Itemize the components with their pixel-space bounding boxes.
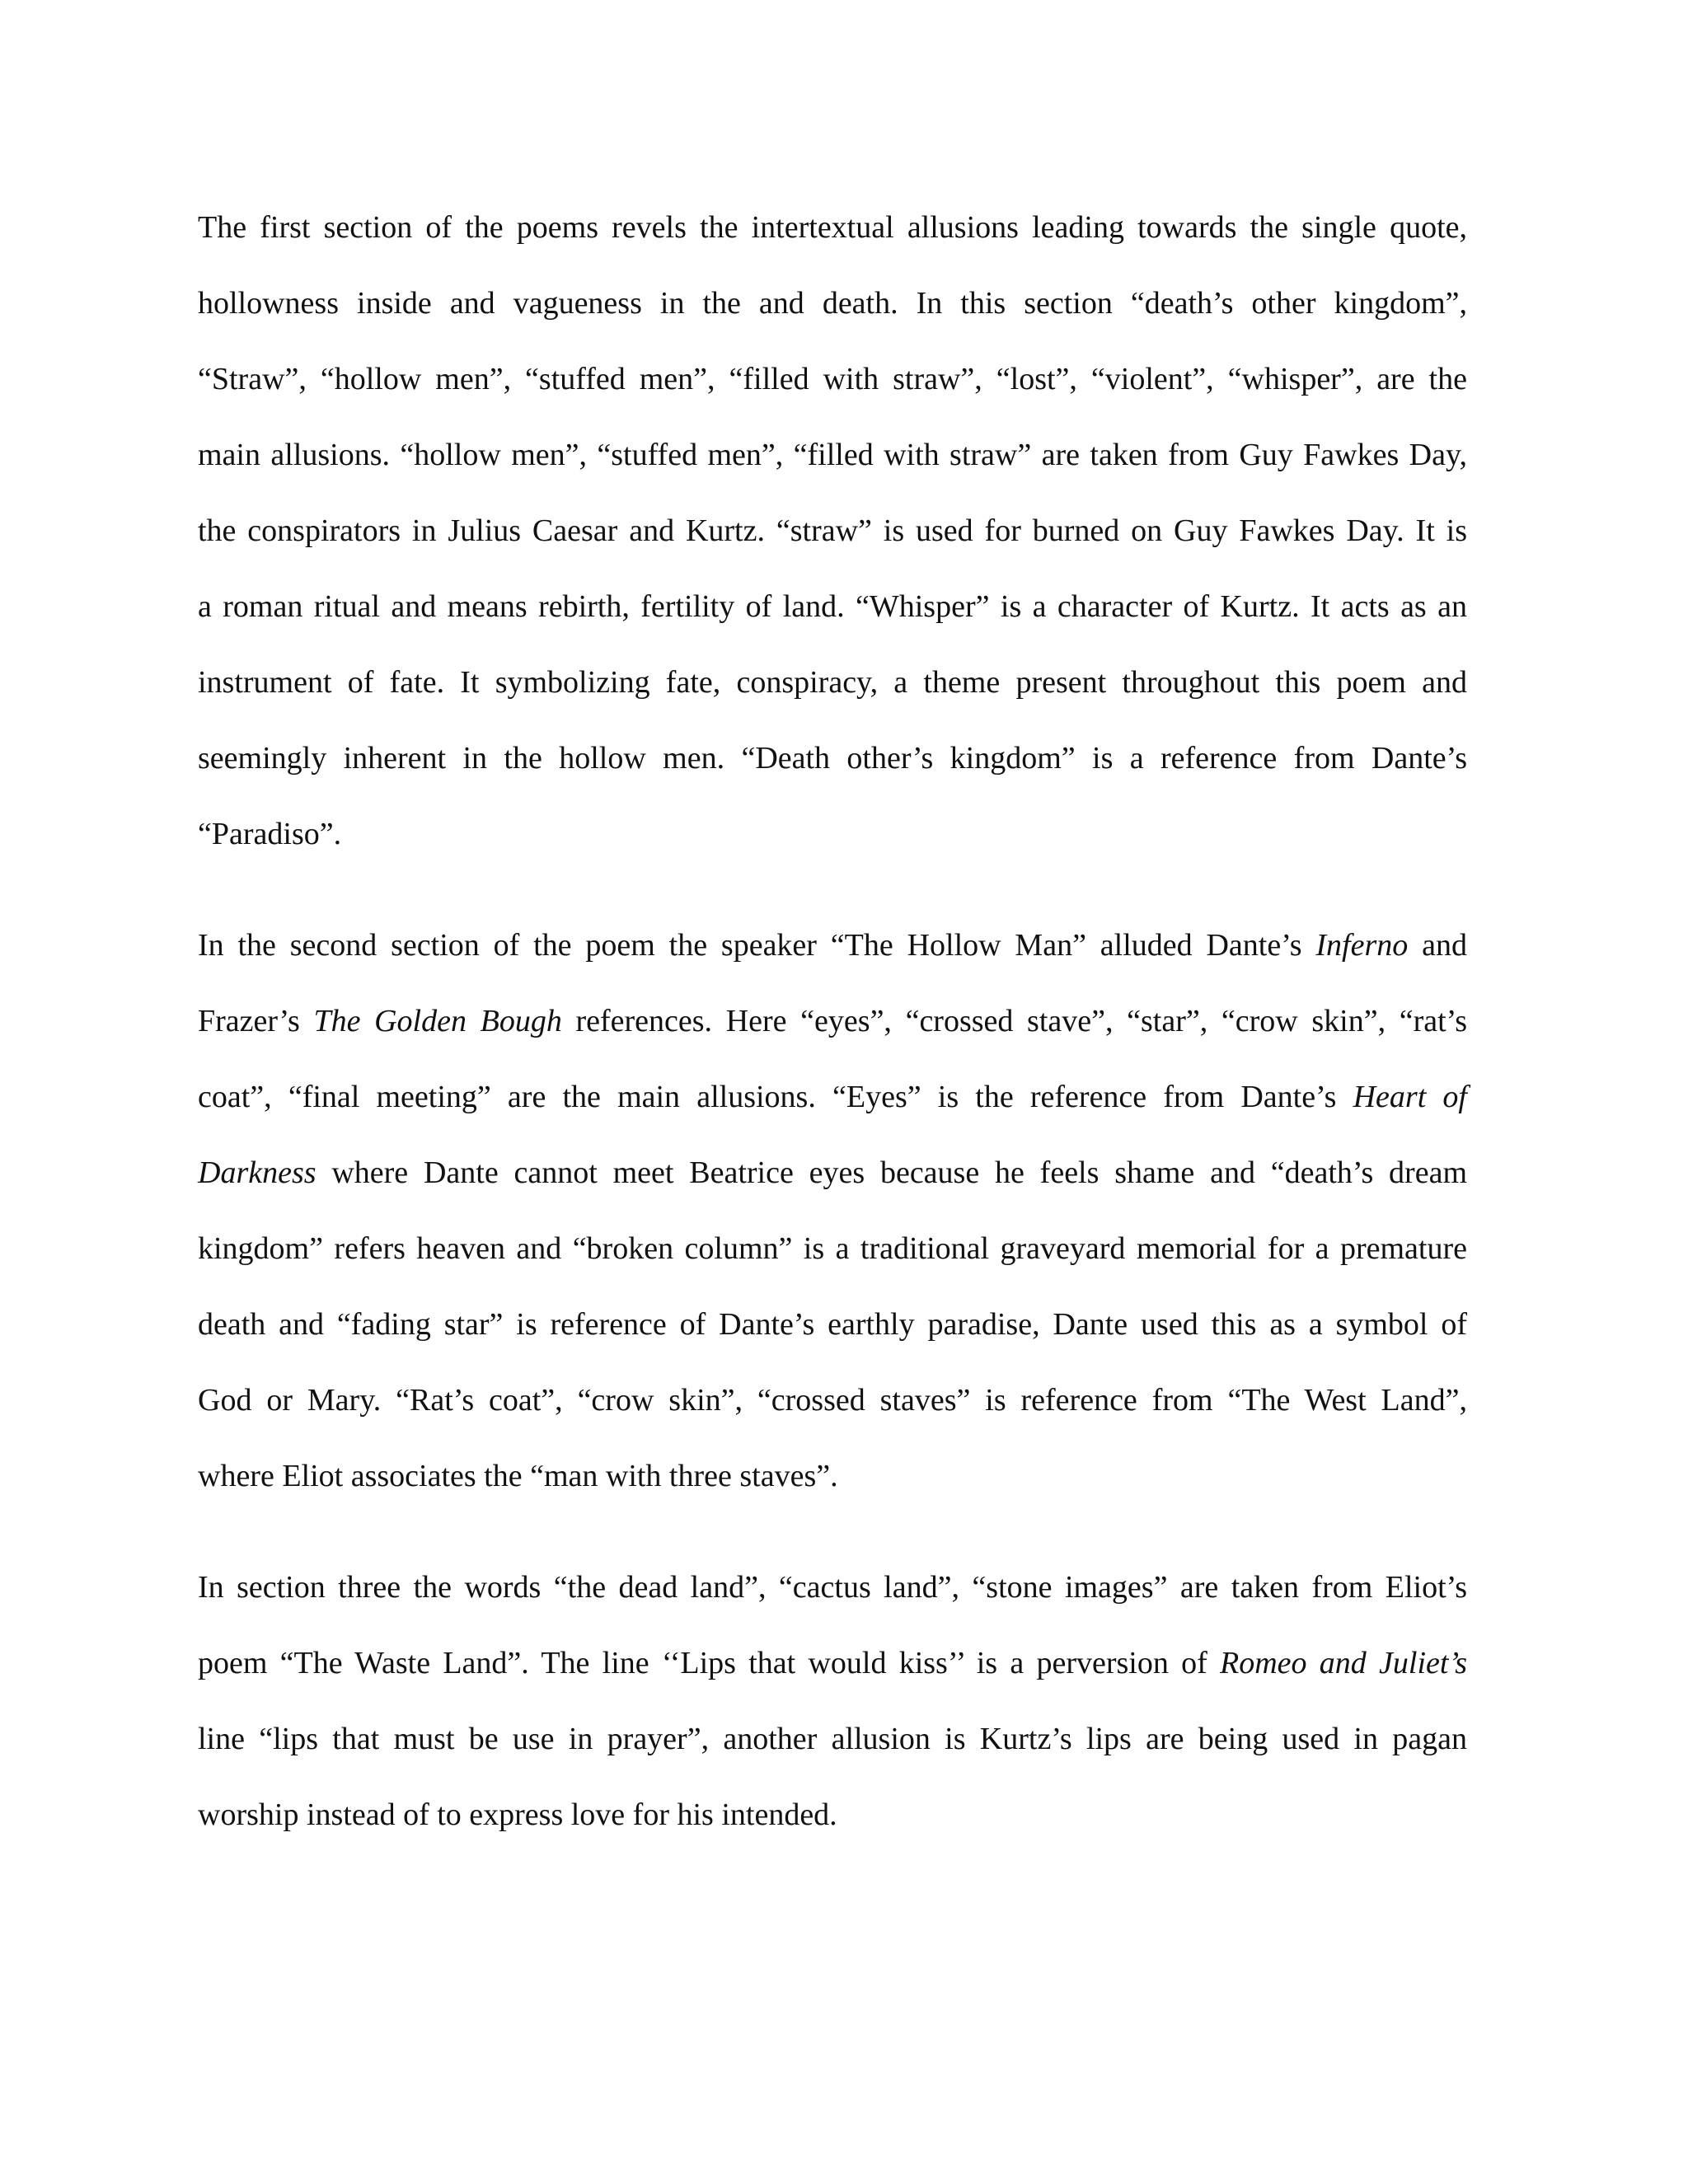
text-line (198, 1362, 1467, 1438)
text-line (198, 796, 1467, 872)
text-run: a roman ritual and means rebirth, fertility of land. “Whisper” is a character of Kurtz. It acts as an (198, 589, 1467, 624)
text-run: references. Here “eyes”, “crossed stave”, “star”, “crow skin”, “rat’s (561, 1004, 1468, 1038)
text-run: death and “fading star” is reference of Dante’s earthly paradise, Dante used this as a symbol of (198, 1307, 1467, 1342)
text-line (198, 1438, 1467, 1514)
text-run: Frazer’s (198, 1004, 314, 1038)
text-line (198, 1211, 1467, 1286)
text-run: coat”, “final meeting” are the main allusions. “Eyes” is the reference from Dante’s (198, 1080, 1353, 1114)
text-run: “Paradiso”. (198, 817, 342, 851)
text-run: In section three the words “the dead land”, “cactus land”, “stone images” are taken from Eliot’s (198, 1570, 1467, 1605)
text-run: worship instead of to express love for his intended. (198, 1797, 837, 1832)
text-line (198, 720, 1467, 796)
text-line (198, 1549, 1467, 1625)
italic-title: Romeo and Juliet’s (1220, 1646, 1467, 1680)
text-line (198, 341, 1467, 417)
italic-title: Darkness (198, 1155, 316, 1190)
text-line (198, 1777, 1467, 1853)
text-run: where Eliot associates the “man with three staves”. (198, 1459, 838, 1493)
paragraph-2 (198, 907, 1467, 1514)
text-line (198, 1625, 1467, 1701)
text-run: instrument of fate. It symbolizing fate, conspiracy, a theme present throughout this poem and (198, 665, 1467, 700)
text-run: In the second section of the poem the speaker “The Hollow Man” alluded Dante’s (198, 928, 1316, 963)
text-run: line “lips that must be use in prayer”, another allusion is Kurtz’s lips are being used in pagan (198, 1722, 1467, 1756)
text-line (198, 190, 1467, 265)
text-line (198, 1135, 1467, 1211)
text-line (198, 983, 1467, 1059)
text-run: The first section of the poems revels the intertextual allusions leading towards the single quote, (198, 210, 1467, 245)
text-line (198, 265, 1467, 341)
italic-title: Heart of (1353, 1080, 1467, 1114)
text-line (198, 644, 1467, 720)
italic-title: The Golden Bough (313, 1004, 562, 1038)
text-run: the conspirators in Julius Caesar and Kurtz. “straw” is used for burned on Guy Fawkes Day. It is (198, 513, 1467, 548)
text-line (198, 1701, 1467, 1777)
text-run: poem “The Waste Land”. The line ‘‘Lips that would kiss’’ is a perversion of (198, 1646, 1221, 1680)
text-line (198, 493, 1467, 569)
text-run: “Straw”, “hollow men”, “stuffed men”, “filled with straw”, “lost”, “violent”, “whisper”, are the (198, 362, 1467, 396)
text-line (198, 907, 1467, 983)
text-run: where Dante cannot meet Beatrice eyes because he feels shame and “death’s dream (316, 1155, 1467, 1190)
italic-title: Inferno (1315, 928, 1409, 963)
text-line (198, 1286, 1467, 1362)
text-run: God or Mary. “Rat’s coat”, “crow skin”, “crossed staves” is reference from “The West Land”, (198, 1383, 1467, 1418)
document-body (198, 190, 1467, 1853)
paragraph-1 (198, 190, 1467, 872)
text-run: hollowness inside and vagueness in the and death. In this section “death’s other kingdom”, (198, 286, 1467, 321)
text-line (198, 569, 1467, 644)
text-run: seemingly inherent in the hollow men. “Death other’s kingdom” is a reference from Dante’s (198, 741, 1467, 776)
text-run: kingdom” refers heaven and “broken column” is a traditional graveyard memorial for a premature (198, 1231, 1467, 1266)
paragraph-3 (198, 1549, 1467, 1853)
text-run: main allusions. “hollow men”, “stuffed men”, “filled with straw” are taken from Guy Fawkes Day, (198, 438, 1467, 472)
text-line (198, 1059, 1467, 1135)
text-run: and (1408, 928, 1467, 963)
text-line (198, 417, 1467, 493)
